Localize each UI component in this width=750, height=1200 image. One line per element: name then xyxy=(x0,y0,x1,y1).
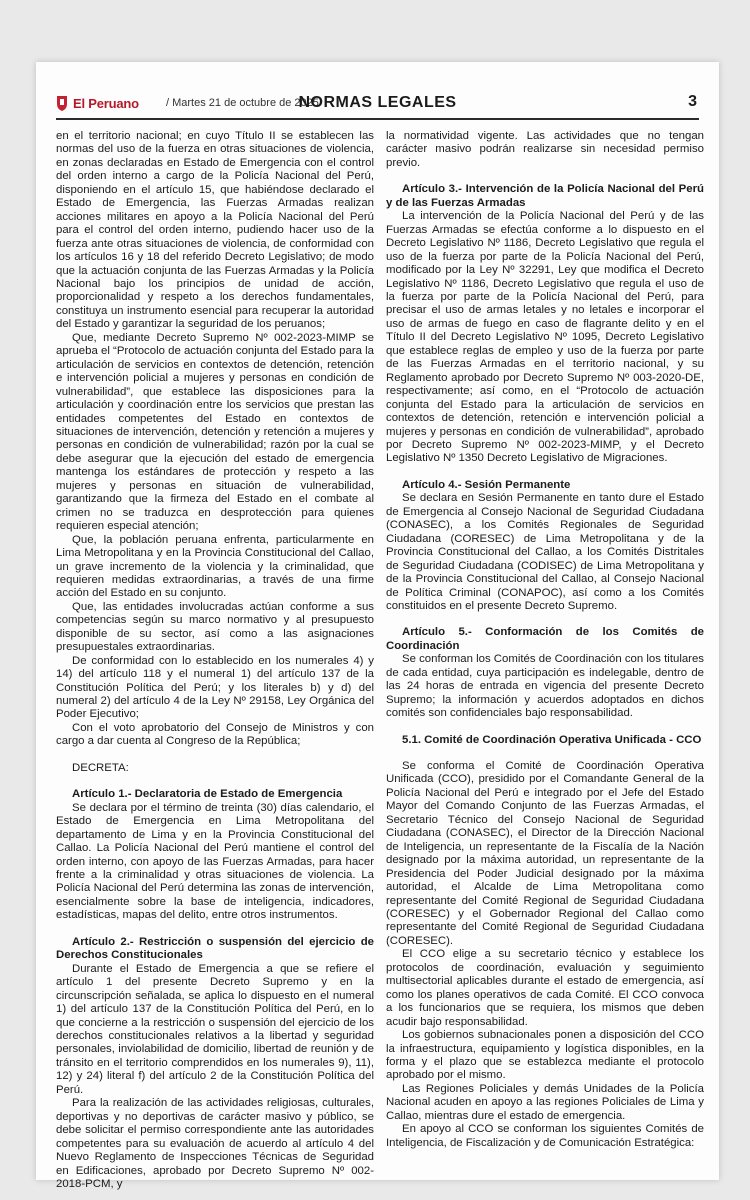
paragraph: Se conforman los Comités de Coordinación con los titulares de cada entidad, cuya participación es indelegable, dentro de las 24 horas de entrada en vigencia del presente Decreto Supremo; la información y acuerdos adoptados en dichos comités son confidenciales bajo responsabilidad. xyxy=(386,653,705,720)
article-3-heading: Artículo 3.- Intervención de la Policía Nacional del Perú y de las Fuerzas Armadas xyxy=(386,183,704,209)
section-title: NORMAS LEGALES xyxy=(298,94,457,111)
right-column xyxy=(386,130,704,1150)
paragraph: El CCO elige a su secretario técnico y establece los protocolos de coordinación, evaluación y seguimiento multisectorial aplicables durante el estado de emergencia, así como los planes operativos de cada Comité. El CCO convoca a los funcionarios que se requiera, los mismos que deben acudir bajo responsabilidad. xyxy=(386,948,704,1028)
paragraph: Se conforma el Comité de Coordinación Operativa Unificada (CCO), presidido por el Comandante General de la Policía Nacional del Perú e integrado por el Jefe del Estado Mayor del Comando Conjunto de las Fuerzas Armadas, el Secretario Técnico del Consejo Nacional de Seguridad Ciudadana (CONASEC), el Director de la Dirección Nacional de Inteligencia, un representante de la Fiscalía de la Nación designado por la máxima autoridad, un representante de la Presidencia del Poder Judicial designado por la máxima autoridad, el Alcalde de Lima Metropolitana como representante del Comité Regional de Seguridad Ciudadana (CORESEC) y el Gobernador Regional del Callao como representante del Comité Regional de Seguridad Ciudadana (CORESEC). xyxy=(386,760,704,947)
paragraph: Que, mediante Decreto Supremo Nº 002-2023-MIMP se aprueba el “Protocolo de actuación conjunta del Estado para la articulación de servicios en contextos de detención, retención e intervención policial a mujeres y personas en condición de vulnerabilidad”, que establece las disposiciones para la articulación y coordinación entre los servicios que prestan las entidades competentes del Estado en contextos de situaciones de intervención, detención y retención a mujeres y personas en condición de vulnerabilidad; razón por la cual se debe asegurar que la ejecución del estado de emergencia mantenga los estándares de protección y respeto a las mujeres y personas en situación de vulnerabilidad, garantizando que la firmeza del Estado en el combate al crimen no se traduzca en desprotección para quienes requieren especial atención; xyxy=(56,331,374,533)
paragraph: la normatividad vigente. Las actividades que no tengan carácter masivo podrán realizarse sin necesidad permiso previo. xyxy=(386,130,704,169)
article-2-heading: Artículo 2.- Restricción o suspensión del ejercicio de Derechos Constitucionales xyxy=(56,935,374,962)
paragraph: Que, la población peruana enfrenta, particularmente en Lima Metropolitana y en la Provincia Constitucional del Callao, un grave incremento de la violencia y la criminalidad, que requieren medidas extraordinarias, a través de una firme acción del Estado en su conjunto. xyxy=(56,533,374,600)
left-column xyxy=(56,130,374,1191)
paragraph: Que, las entidades involucradas actúan conforme a sus competencias según su marco normativo y al presupuesto disponible de su sector, así como a las asignaciones presupuestales extraordinarias. xyxy=(56,600,374,654)
newspaper-name: El Peruano xyxy=(73,96,139,111)
article-4-heading: Artículo 4.- Sesión Permanente xyxy=(402,478,571,491)
page-header xyxy=(56,92,699,120)
newspaper-page xyxy=(36,62,719,1190)
issue-date: / Martes 21 de octubre de 2025 xyxy=(166,97,319,109)
paragraph: Las Regiones Policiales y demás Unidades de la Policía Nacional acuden en apoyo a las regiones Policiales de Lima y Callao, mientras dure el estado de emergencia. xyxy=(386,1082,704,1122)
page-number: 3 xyxy=(688,93,697,110)
article-5-heading: Artículo 5.- Conformación de los Comités de Coordinación xyxy=(386,626,704,652)
paragraph: en el territorio nacional; en cuyo Título II se establecen las normas del uso de la fuerza en otras situaciones de violencia, en zonas declaradas en Estado de Emergencia con el control del orden interno a cargo de la Policía Nacional del Perú, disponiendo en el artículo 15, que habiéndose declarado el Estado de Emergencia, las Fuerzas Armadas realizan acciones militares en apoyo a la Policía Nacional del Perú para el control del orden interno, pudiendo hacer uso de la fuerza ante otras situaciones de violencia, de conformidad con los artículos 16 y 18 del referido Decreto Legislativo; de modo que la actuación conjunta de las Fuerzas Armadas y la Policía Nacional bajo los principios de unidad de acción, proporcionalidad y respeto a los derechos fundamentales, constituya un instrumento esencial para recuperar la autoridad del Estado y garantizar la seguridad de los peruanos; xyxy=(56,130,374,331)
paragraph: Se declara por el término de treinta (30) días calendario, el Estado de Emergencia en Lima Metropolitana del departamento de Lima y en la Provincia Constitucional del Callao. La Policía Nacional del Perú mantiene el control del orden interno, con apoyo de las Fuerzas Armadas, para hacer frente a la criminalidad y otras situaciones de violencia. La Policía Nacional del Perú determina las zonas de intervención, esencialmente sobre la base de inteligencia, indicadores, estadísticas, mapas del delito, entre otros instrumentos. xyxy=(56,801,374,922)
decree-heading: DECRETA: xyxy=(72,761,129,774)
article-1-heading: Artículo 1.- Declaratoria de Estado de Emergencia xyxy=(72,788,343,801)
paragraph: La intervención de la Policía Nacional del Perú y de las Fuerzas Armadas se efectúa conforme a lo dispuesto en el Decreto Legislativo Nº 1186, Decreto Legislativo que regula el uso de la fuerza por parte de la Policía Nacional del Perú, modificado por la Ley Nº 32291, Ley que modifica el Decreto Legislativo Nº 1186, Decreto Legislativo que regula el uso de la fuerza por parte de la Policía Nacional del Perú, para precisar el uso de armas letales y no letales e incorporar el uso de armas de fuego en caso de flagrante delito y en el Título II del Decreto Legislativo Nº 1095, Decreto Legislativo que establece reglas de empleo y uso de la fuerza por parte de las Fuerzas Armadas en el territorio nacional, y su Reglamento aprobado por Decreto Supremo Nº 003-2020-DE, respectivamente; así como, en el “Protocolo de actuación conjunta del Estado para la articulación de servicios en contextos de detención, retención e intervención policial a mujeres y personas en condición de vulnerabilidad”, aprobado por Decreto Supremo Nº 002-2023-MIMP, y el Decreto Legislativo Nº 1350 Decreto Legislativo de Migraciones. xyxy=(386,210,704,465)
subsection-5-1-heading: 5.1. Comité de Coordinación Operativa Unificada - CCO xyxy=(402,733,702,746)
paragraph: Para la realización de las actividades religiosas, culturales, deportivas y no deportivas de carácter masivo y público, se debe solicitar el permiso correspondiente ante las autoridades competentes para su evaluación de acuerdo al artículo 4 del Nuevo Reglamento de Inspecciones Técnicas de Seguridad en Edificaciones, aprobado por Decreto Supremo Nº 002-2018-PCM, y xyxy=(56,1097,374,1190)
paragraph: De conformidad con lo establecido en los numerales 4) y 14) del artículo 118 y el numeral 1) del artículo 137 de la Constitución Política del Perú; y los literales b) y d) del numeral 2) del artículo 4 de la Ley Nº 29158, Ley Orgánica del Poder Ejecutivo; xyxy=(56,654,374,721)
paragraph: Durante el Estado de Emergencia a que se refiere el artículo 1 del presente Decreto Supremo y en la circunscripción señalada, se aplica lo dispuesto en el numeral 1) del artículo 137 de la Constitución Política del Perú, en lo que concierne a la restricción o suspensión del ejercicio de los derechos constitucionales relativos a la libertad y seguridad personales, inviolabilidad de domicilio, libertad de reunión y de tránsito en el territorio comprendidos en los numerales 9), 11), 12) y 24) literal f) del artículo 2 de la Constitución Política del Perú. xyxy=(56,962,374,1096)
paragraph: Los gobiernos subnacionales ponen a disposición del CCO la infraestructura, equipamiento y logística disponibles, en la forma y el plazo que se establezca mediante el protocolo aprobado por el mismo. xyxy=(386,1029,704,1082)
paragraph: Se declara en Sesión Permanente en tanto dure el Estado de Emergencia al Consejo Nacional de Seguridad Ciudadana (CONASEC), a los Comités Regionales de Seguridad Ciudadana (CORESEC) de Lima Metropolitana y de la Provincia Constitucional del Callao, a los Comités Distritales de Seguridad Ciudadana (CODISEC) de Lima Metropolitana y de la Provincia Constitucional del Callao, al Consejo Nacional de Política Criminal (CONAPOC), así como a los Comités constituidos en el presente Decreto Supremo. xyxy=(386,492,704,612)
paragraph: En apoyo al CCO se conforman los siguientes Comités de Inteligencia, de Fiscalización y de Comunicación Estratégica: xyxy=(386,1123,704,1149)
paragraph: Con el voto aprobatorio del Consejo de Ministros y con cargo a dar cuenta al Congreso de la República; xyxy=(56,721,374,748)
